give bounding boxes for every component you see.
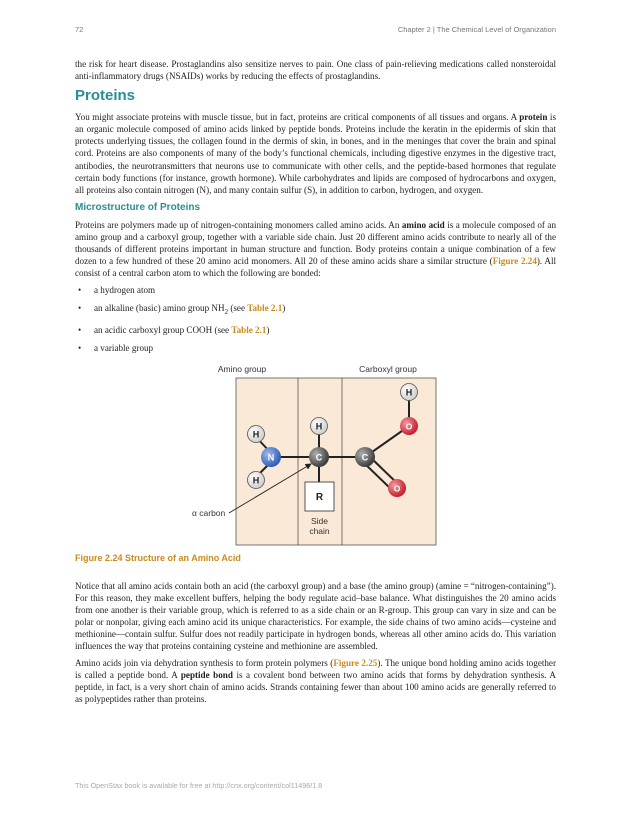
carboxyl-carbon-atom	[355, 447, 375, 467]
proteins-paragraph: You might associate proteins with muscle tissue, but in fact, proteins are critical components of all tissues and organs. A protein is an organic molecule composed of amino acids linked by peptide bonds. Proteins include the keratin in the epidermis of skin that protects underlying tissues, the collagen found in the dermis of skin, in bones, and in the meninges that cover the brain and spinal cord. Proteins are also components of many of the body’s functional chemicals, including digestive enzymes in the digestive tract, antibodies, the neurotransmitters that neurons use to communicate with other cells, and the peptide-based hormones that regulate certain body functions (for instance, growth hormone). While carbohydrates and lipids are composed of hydrocarbons and oxygen, all proteins also contain nitrogen (N), and many contain sulfur (S), in addition to carbon, hydrogen, and oxygen.	[75, 112, 556, 195]
svg-text:N: N	[267, 452, 275, 462]
svg-text:C: C	[361, 452, 369, 462]
term-amino-acid: amino acid	[401, 219, 445, 230]
microstructure-paragraph: Proteins are polymers made up of nitrogen-containing monomers called amino acids. An amino acid is a molecule composed of an amino group and a carboxyl group, together with a variable side chain. Just 20 different amino acids contribute to nearly all of the thousands of different proteins important in human structure and function. Body proteins contain a unique combination of a few dozen to a few hundred of these 20 amino acid monomers. All 20 of these amino acids share a similar structure (Figure 2.24). All consist of a central carbon atom to which the following are bonded:	[75, 219, 556, 279]
carboxyl-group-label: Carboxyl group	[359, 364, 417, 374]
page-number: 72	[75, 25, 84, 34]
svg-text:R: R	[315, 491, 324, 503]
amino-acid-figure	[75, 365, 556, 550]
figure-link[interactable]: Figure 2.24	[492, 256, 537, 267]
notice-paragraph: Notice that all amino acids contain both an acid (the carboxyl group) and a base (the amino group) (amine = “nitrogen-containing”). For this reason, they make excellent buffers, helping the body regulate acid–base balance. What distinguishes the 20 amino acids from one another is their variable group, which is referred to as a side chain or an R-group. This group can vary in size and can be polar or nonpolar, giving each amino acid its unique characteristics. For example, the side chains of two amino acids—cysteine and methionine—contain sulfur. Sulfur does not readily participate in hydrogen bonds, whereas all other amino acids do. This variation influences the way that proteins containing cysteine and methionine are assembled.	[75, 580, 556, 652]
subsection-title: Microstructure of Proteins	[75, 201, 201, 213]
oxygen-atom	[400, 417, 418, 435]
svg-text:H: H	[252, 475, 260, 485]
term-peptide-bond: peptide bond	[180, 670, 233, 681]
peptide-paragraph: Amino acids join via dehydration synthesis to form protein polymers (Figure 2.25). The unique bond holding amino acids together is called a peptide bond. A peptide bond is a covalent bond between two amino acids that forms by dehydration synthesis. A peptide, in fact, is a very short chain of amino acids. Strands containing fewer than about 100 amino acids are generally referred to as polypeptides rather than proteins.	[75, 658, 556, 705]
term-protein: protein	[519, 112, 548, 123]
list-item: • a hydrogen atom	[78, 285, 156, 296]
side-chain-label: Side	[310, 515, 329, 526]
page-content	[75, 58, 556, 711]
list-item: • a variable group	[78, 343, 154, 354]
footer-note: This OpenStax book is available for free at http://cnx.org/content/col11496/1.8	[75, 781, 323, 790]
amino-acid-diagram	[75, 365, 556, 550]
hydrogen-atom	[311, 417, 328, 434]
svg-text:H: H	[252, 429, 260, 439]
figure-link[interactable]: Figure 2.25	[333, 658, 378, 669]
section-title: Proteins	[75, 87, 136, 105]
r-group-box	[305, 482, 334, 511]
hydrogen-atom	[401, 383, 418, 400]
hydrogen-atom	[248, 425, 265, 442]
svg-text:O: O	[393, 483, 401, 493]
intro-paragraph: the risk for heart disease. Prostaglandins also sensitize nerves to pain. One class of pain-relieving medications called nonsteroidal anti-inflammatory drugs (NSAIDs) works by reducing the effects of prostaglandins.	[75, 59, 556, 82]
figure-caption: Figure 2.24 Structure of an Amino Acid	[75, 552, 241, 563]
table-link[interactable]: Table 2.1	[247, 303, 283, 314]
chapter-header: Chapter 2 | The Chemical Level of Organization	[397, 25, 556, 34]
svg-text:C: C	[315, 452, 323, 462]
bonded-groups-list	[75, 284, 556, 354]
svg-text:H: H	[405, 387, 413, 397]
side-chain-label: chain	[309, 525, 330, 536]
svg-text:H: H	[315, 421, 323, 431]
alpha-carbon-atom	[309, 447, 329, 467]
oxygen-atom	[388, 479, 406, 497]
hydrogen-atom	[248, 471, 265, 488]
nitrogen-atom	[261, 447, 281, 467]
alpha-carbon-label: α carbon	[192, 507, 226, 518]
list-item: • an acidic carboxyl group COOH (see Table 2.1)	[78, 325, 270, 336]
list-item: • an alkaline (basic) amino group $NH_2$ (see Table 2.1)	[78, 303, 286, 317]
svg-text:O: O	[405, 421, 413, 431]
amino-group-label: Amino group	[217, 364, 267, 374]
table-link[interactable]: Table 2.1	[231, 325, 267, 336]
